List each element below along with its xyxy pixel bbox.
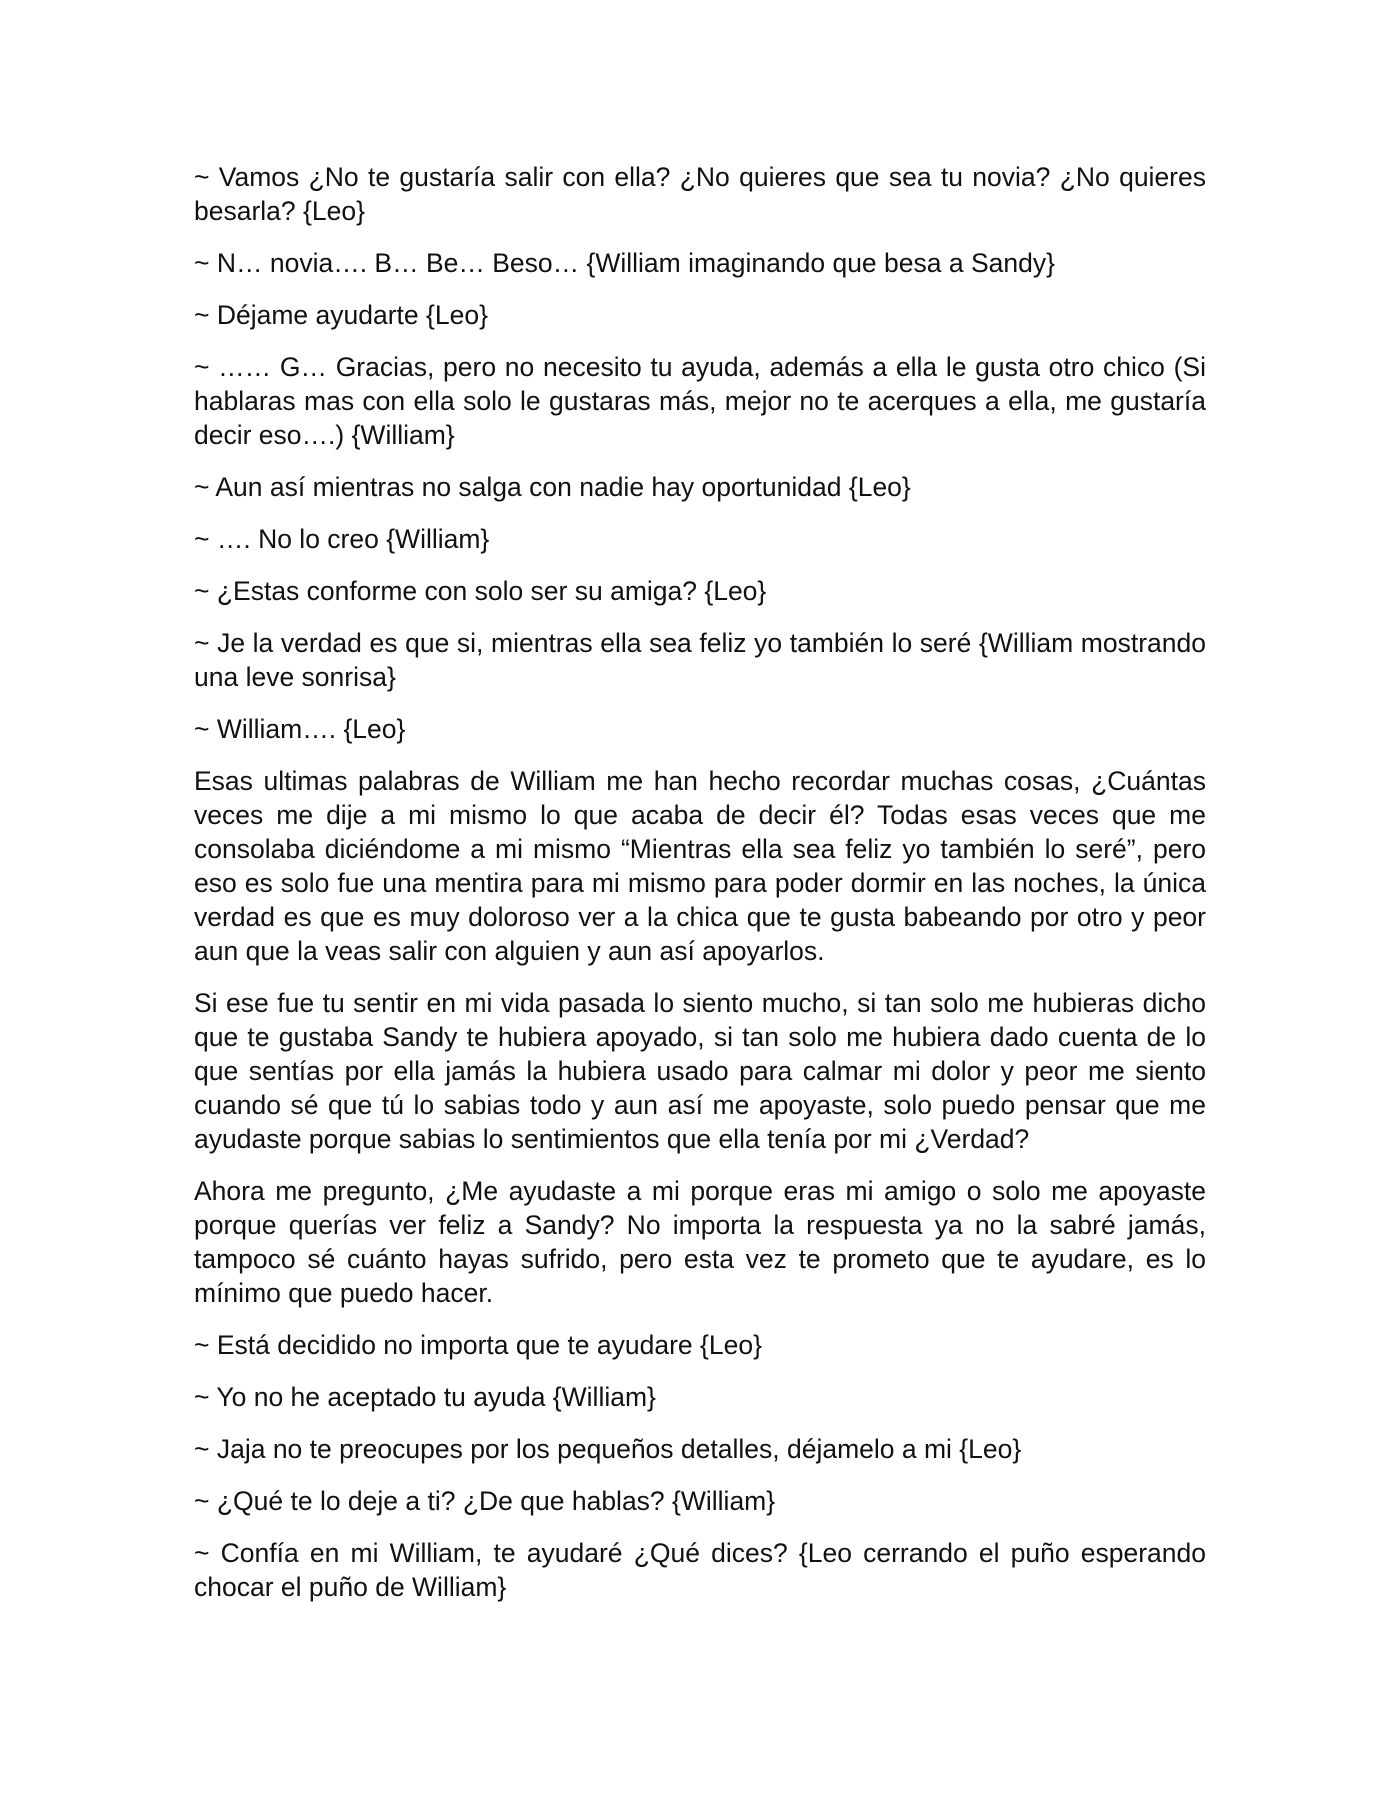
dialogue-line: ~ …. No lo creo {William} [194, 524, 490, 554]
dialogue-line: ~ Yo no he aceptado tu ayuda {William} [194, 1382, 656, 1412]
dialogue-line: ~ Vamos ¿No te gustaría salir con ella? ¿No quieres que sea tu novia? ¿No quieres besarla? {Leo} [194, 162, 1206, 226]
narration-paragraph: Si ese fue tu sentir en mi vida pasada lo siento mucho, si tan solo me hubieras dicho que te gustaba Sandy te hubiera apoyado, si tan solo me hubiera dado cuenta de lo que sentías por ella jamás la hubiera usado para calmar mi dolor y peor me siento cuando sé que tú lo sabias todo y aun así me apoyaste, solo puedo pensar que me ayudaste porque sabias lo sentimientos que ella tenía por mi ¿Verdad? [194, 988, 1206, 1154]
dialogue-line: ~ Confía en mi William, te ayudaré ¿Qué dices? {Leo cerrando el puño esperando chocar el puño de William} [194, 1538, 1206, 1602]
dialogue-line: ~ Jaja no te preocupes por los pequeños detalles, déjamelo a mi {Leo} [194, 1434, 1022, 1464]
document-body [194, 160, 1206, 1622]
dialogue-line: ~ …… G… Gracias, pero no necesito tu ayuda, además a ella le gusta otro chico (Si hablaras mas con ella solo le gustaras más, mejor no te acerques a ella, me gustaría decir eso….) {William} [194, 352, 1206, 450]
dialogue-line: ~ ¿Estas conforme con solo ser su amiga? {Leo} [194, 576, 767, 606]
dialogue-line: ~ ¿Qué te lo deje a ti? ¿De que hablas? {William} [194, 1486, 776, 1516]
narration-paragraph: Esas ultimas palabras de William me han hecho recordar muchas cosas, ¿Cuántas veces me dije a mi mismo lo que acaba de decir él? Todas esas veces que me consolaba diciéndome a mi mismo “Mientras ella sea feliz yo también lo seré”, pero eso es solo fue una mentira para mi mismo para poder dormir en las noches, la única verdad es que es muy doloroso ver a la chica que te gusta babeando por otro y peor aun que la veas salir con alguien y aun así apoyarlos. [194, 766, 1206, 966]
dialogue-line: ~ N… novia…. B… Be… Beso… {William imaginando que besa a Sandy} [194, 248, 1055, 278]
dialogue-line: ~ Está decidido no importa que te ayudare {Leo} [194, 1330, 762, 1360]
dialogue-line: ~ Déjame ayudarte {Leo} [194, 300, 488, 330]
dialogue-line: ~ Je la verdad es que si, mientras ella sea feliz yo también lo seré {William mostrando una leve sonrisa} [194, 628, 1206, 692]
dialogue-line: ~ William…. {Leo} [194, 714, 406, 744]
narration-paragraph: Ahora me pregunto, ¿Me ayudaste a mi porque eras mi amigo o solo me apoyaste porque querías ver feliz a Sandy? No importa la respuesta ya no la sabré jamás, tampoco sé cuánto hayas sufrido, pero esta vez te prometo que te ayudare, es lo mínimo que puedo hacer. [194, 1176, 1206, 1308]
dialogue-line: ~ Aun así mientras no salga con nadie hay oportunidad {Leo} [194, 472, 911, 502]
